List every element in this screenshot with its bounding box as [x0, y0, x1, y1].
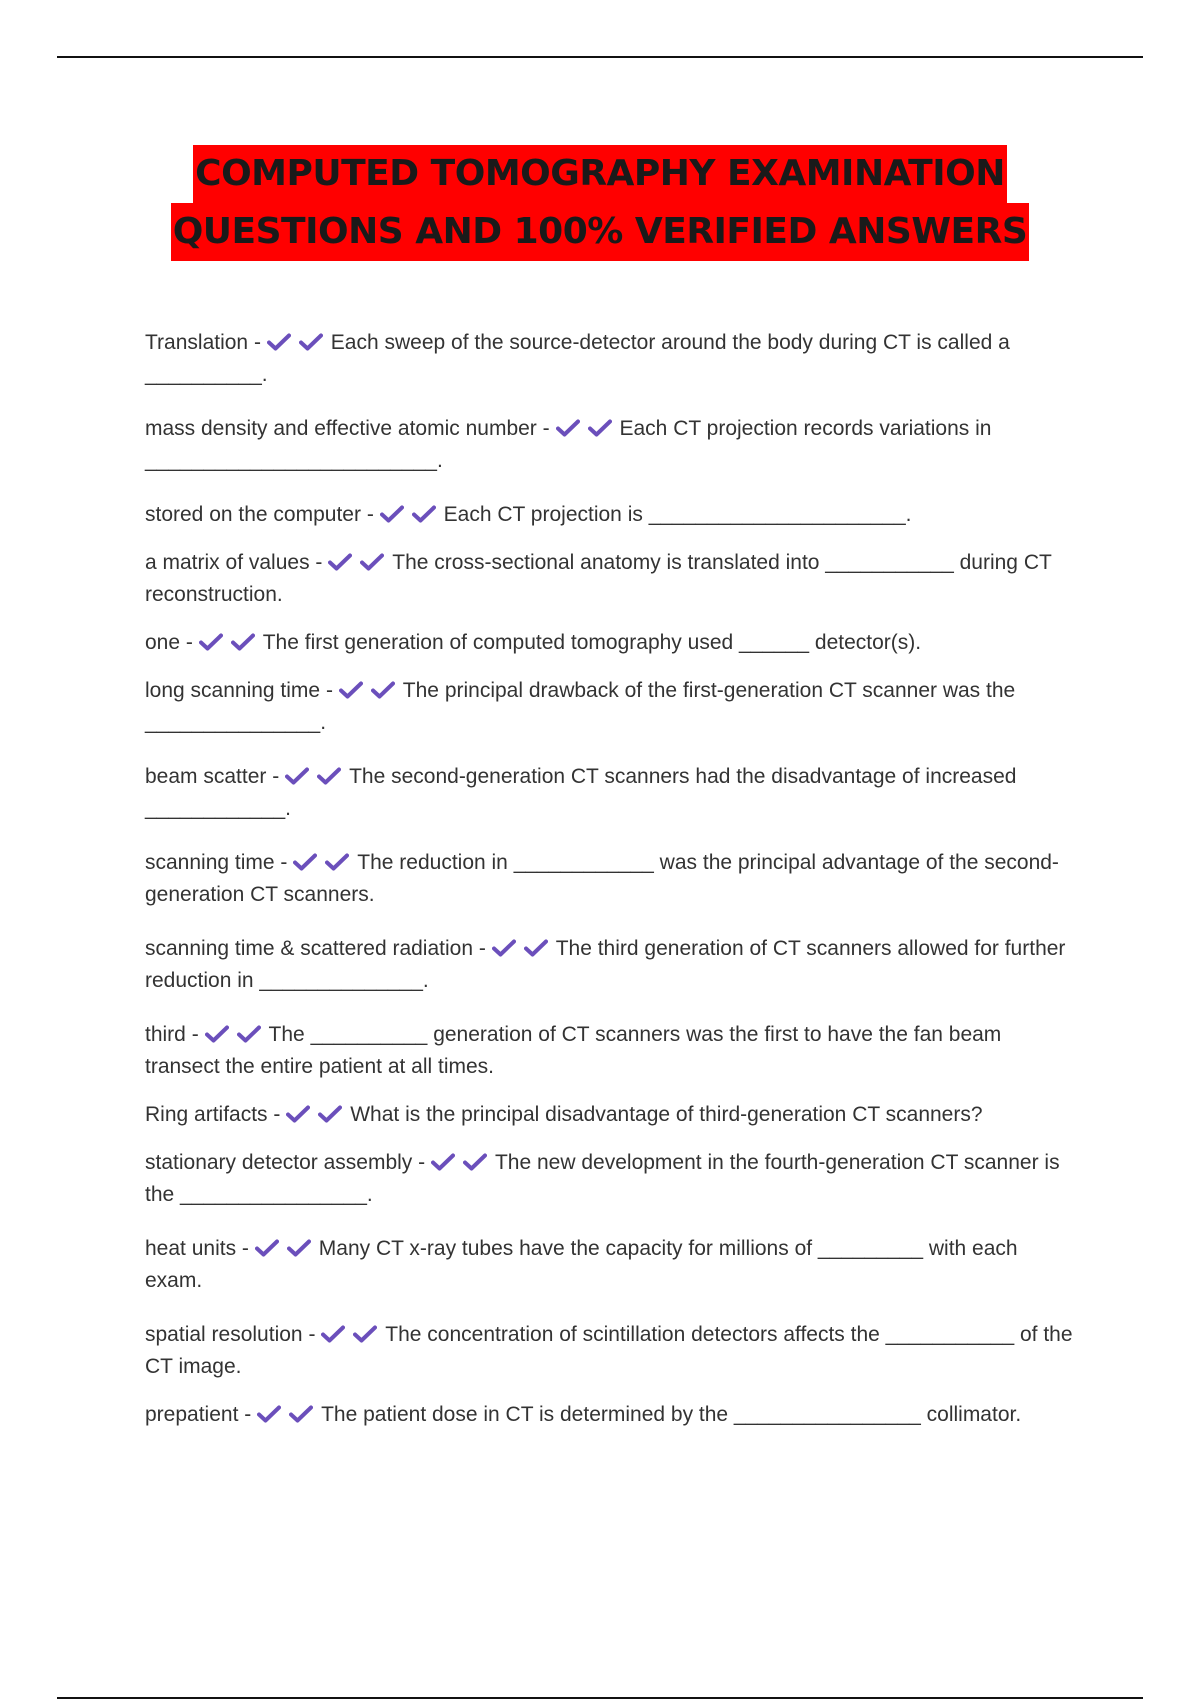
- separator: -: [478, 937, 486, 960]
- separator: -: [185, 631, 193, 654]
- title-line-1: COMPUTED TOMOGRAPHY EXAMINATION: [193, 145, 1007, 203]
- check-icon: [205, 1024, 229, 1044]
- top-rule: [57, 56, 1143, 58]
- question-text: The principal drawback of the first-generation CT scanner was the _______________.: [145, 679, 1016, 734]
- question-text: The third generation of CT scanners allowed for further reduction in ______________.: [145, 937, 1066, 992]
- check-icon: [328, 552, 352, 572]
- answer-text: one: [145, 631, 181, 654]
- check-icon: [431, 1152, 455, 1172]
- check-icon: [325, 852, 349, 872]
- qa-item: [145, 1399, 1075, 1431]
- question-text: The concentration of scintillation detectors affects the ___________ of the CT image.: [145, 1323, 1073, 1378]
- separator: -: [273, 1103, 281, 1126]
- separator: -: [191, 1023, 199, 1046]
- qa-item: [145, 547, 1075, 611]
- answer-text: stationary detector assembly: [145, 1151, 413, 1174]
- question-text: The first generation of computed tomography used ______ detector(s).: [262, 631, 922, 654]
- check-icon: [199, 632, 223, 652]
- check-icon: [492, 938, 516, 958]
- question-text: Each CT projection records variations in _________________________.: [145, 417, 992, 472]
- check-icon: [317, 766, 341, 786]
- qa-item: [145, 675, 1075, 739]
- question-text: Each sweep of the source-detector around the body during CT is called a __________.: [145, 331, 1010, 386]
- separator: -: [308, 1323, 316, 1346]
- question-text: Each CT projection is ______________________.: [443, 503, 912, 526]
- separator: -: [325, 679, 333, 702]
- qa-item: [145, 1019, 1075, 1083]
- answer-text: scanning time: [145, 851, 275, 874]
- qa-item: [145, 413, 1075, 477]
- answer-text: stored on the computer: [145, 503, 361, 526]
- check-icon: [524, 938, 548, 958]
- check-icon: [257, 1404, 281, 1424]
- question-text: The __________ generation of CT scanners was the first to have the fan beam transect the entire patient at all times.: [145, 1023, 1002, 1078]
- check-icon: [380, 504, 404, 524]
- separator: -: [241, 1237, 249, 1260]
- answer-text: a matrix of values: [145, 551, 310, 574]
- check-icon: [255, 1238, 279, 1258]
- check-icon: [237, 1024, 261, 1044]
- check-icon: [267, 332, 291, 352]
- answer-text: heat units: [145, 1237, 237, 1260]
- answer-text: long scanning time: [145, 679, 321, 702]
- check-icon: [371, 680, 395, 700]
- question-text: The reduction in ____________ was the principal advantage of the second-generation CT scanners.: [145, 851, 1059, 906]
- check-icon: [556, 418, 580, 438]
- answer-text: Translation: [145, 331, 249, 354]
- qa-item: [145, 327, 1075, 391]
- answer-text: third: [145, 1023, 186, 1046]
- qa-item: [145, 1147, 1075, 1211]
- check-icon: [289, 1404, 313, 1424]
- check-icon: [463, 1152, 487, 1172]
- qa-item: [145, 627, 1075, 659]
- check-icon: [299, 332, 323, 352]
- question-text: The second-generation CT scanners had the disadvantage of increased ____________.: [145, 765, 1017, 820]
- bottom-rule: [57, 1697, 1143, 1699]
- check-icon: [285, 766, 309, 786]
- page-title: [0, 145, 1200, 261]
- qa-item: [145, 1099, 1075, 1131]
- check-icon: [412, 504, 436, 524]
- check-icon: [339, 680, 363, 700]
- check-icon: [286, 1104, 310, 1124]
- qa-list: [145, 327, 1075, 1431]
- check-icon: [353, 1324, 377, 1344]
- answer-text: spatial resolution: [145, 1323, 303, 1346]
- question-text: The new development in the fourth-generation CT scanner is the ________________.: [145, 1151, 1060, 1206]
- qa-item: [145, 761, 1075, 825]
- qa-item: [145, 847, 1075, 911]
- answer-text: Ring artifacts: [145, 1103, 268, 1126]
- qa-item: [145, 1319, 1075, 1383]
- separator: -: [253, 331, 261, 354]
- question-text: The patient dose in CT is determined by the ________________ collimator.: [321, 1403, 1022, 1426]
- separator: -: [280, 851, 288, 874]
- question-text: The cross-sectional anatomy is translated into ___________ during CT reconstruction.: [145, 551, 1052, 606]
- answer-text: scanning time & scattered radiation: [145, 937, 474, 960]
- qa-item: [145, 1233, 1075, 1297]
- separator: -: [315, 551, 323, 574]
- qa-item: [145, 499, 1075, 531]
- separator: -: [272, 765, 280, 788]
- answer-text: beam scatter: [145, 765, 267, 788]
- check-icon: [287, 1238, 311, 1258]
- check-icon: [321, 1324, 345, 1344]
- separator: -: [366, 503, 374, 526]
- check-icon: [588, 418, 612, 438]
- check-icon: [318, 1104, 342, 1124]
- check-icon: [293, 852, 317, 872]
- question-text: What is the principal disadvantage of third-generation CT scanners?: [350, 1103, 983, 1126]
- check-icon: [360, 552, 384, 572]
- check-icon: [231, 632, 255, 652]
- answer-text: prepatient: [145, 1403, 239, 1426]
- answer-text: mass density and effective atomic number: [145, 417, 537, 440]
- qa-item: [145, 933, 1075, 997]
- question-text: Many CT x-ray tubes have the capacity for millions of _________ with each exam.: [145, 1237, 1018, 1292]
- separator: -: [542, 417, 550, 440]
- separator: -: [244, 1403, 252, 1426]
- title-line-2: QUESTIONS AND 100% VERIFIED ANSWERS: [171, 203, 1030, 261]
- separator: -: [418, 1151, 426, 1174]
